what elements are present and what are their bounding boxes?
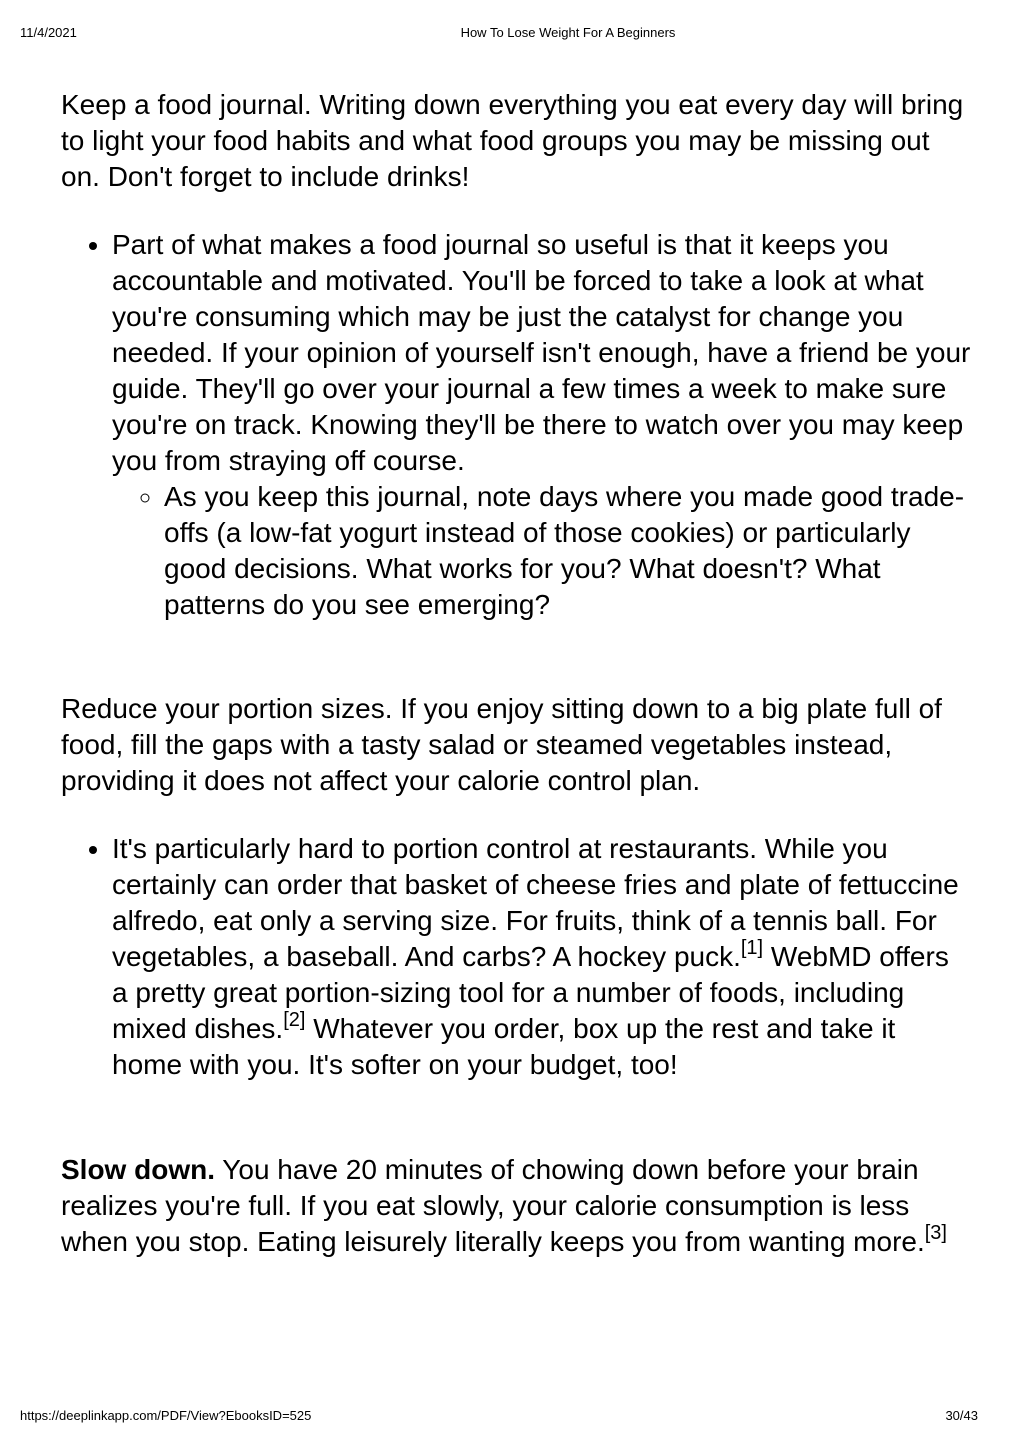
portion-size-paragraph: Reduce your portion sizes. If you enjoy sitting down to a big plate full of food, fill the gaps with a tasty salad or steamed vegetables instead, providing it does not affect your calorie control plan. — [61, 693, 942, 796]
food-journal-bullet-text: Part of what makes a food journal so useful is that it keeps you accountable and motivated. You'll be forced to take a look at what you're consuming which may be just the catalyst for change you needed. If your opinion of yourself isn't enough, have a friend be your guide. They'll go over your journal a few times a week to make sure you're on track. Knowing they'll be there to watch over you may keep you from straying off course. — [112, 229, 971, 476]
footer-url[interactable]: https://deeplinkapp.com/PDF/View?EbooksID=525 — [20, 1408, 312, 1423]
slow-down-text: You have 20 minutes of chowing down before your brain realizes you're full. If you eat slowly, your calorie consumption is less when you stop. Eating leisurely literally keeps you from wanting more. — [61, 1154, 925, 1257]
header-date: 11/4/2021 — [20, 25, 77, 40]
list-item — [164, 479, 971, 623]
food-journal-paragraph: Keep a food journal. Writing down everything you eat every day will bring to light your food habits and what food groups you may be missing out on. Don't forget to include drinks! — [61, 89, 964, 192]
reference-link-3[interactable]: [3] — [924, 1222, 947, 1244]
portion-bullet-text-1: It's particularly hard to portion control at restaurants. While you certainly can order that basket of cheese fries and plate of fettuccine alfredo, eat only a serving size. For fruits, think of a tennis ball. For vegetables, a baseball. And carbs? A hockey puck. — [112, 833, 959, 972]
portion-bullet-text-2: WebMD offers a pretty great portion-sizing tool for a number of foods, including mixed dishes. — [112, 941, 949, 1044]
slow-down-heading: Slow down. — [61, 1154, 215, 1185]
reference-link-2[interactable]: [2] — [283, 1009, 306, 1031]
page-content — [61, 87, 971, 1260]
food-journal-subbullet-text: As you keep this journal, note days where you made good trade-offs (a low-fat yogurt instead of those cookies) or particularly good decisions. What works for you? What doesn't? What patterns do you see emerging? — [164, 481, 965, 620]
list-item — [112, 227, 971, 623]
portion-bullet-text-3: Whatever you order, box up the rest and take it home with you. It's softer on your budget, too! — [112, 1013, 896, 1080]
food-journal-sublist — [112, 479, 971, 623]
portion-size-list — [61, 831, 971, 1083]
slow-down-paragraph — [61, 1152, 971, 1260]
footer-page-number: 30/43 — [945, 1408, 978, 1423]
list-item — [112, 831, 971, 1083]
header-title: How To Lose Weight For A Beginners — [460, 25, 676, 40]
reference-link-1[interactable]: [1] — [740, 937, 764, 959]
food-journal-list — [61, 227, 971, 623]
